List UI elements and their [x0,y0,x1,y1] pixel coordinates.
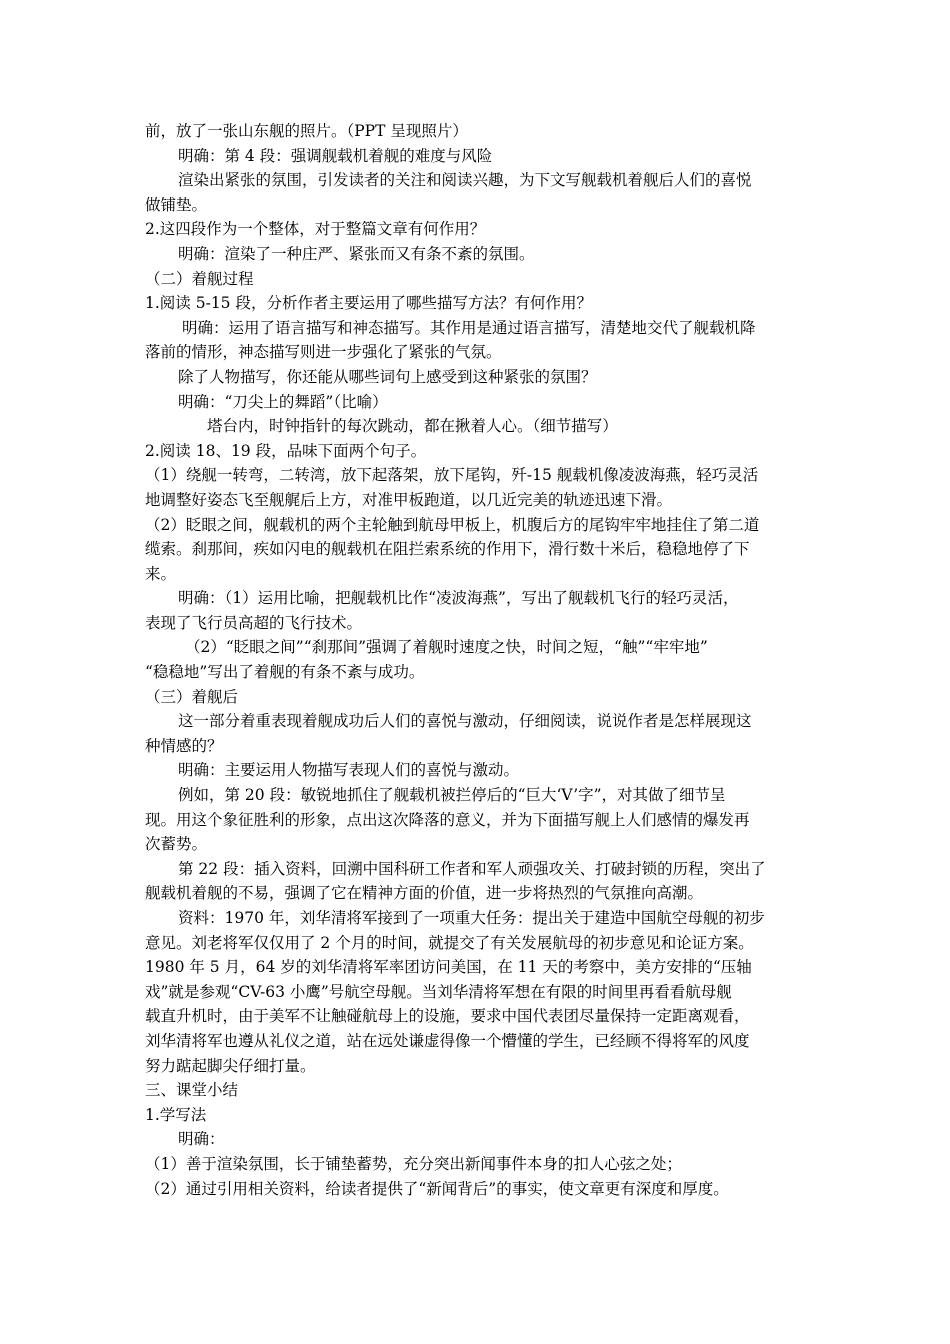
text-line: 渲染出紧张的氛围，引发读者的关注和阅读兴趣，为下文写舰载机着舰后人们的喜悦 [178,171,752,190]
text-line: 明确：第 4 段：强调舰载机着舰的难度与风险 [178,146,493,165]
section-heading: 三、课堂小结 [145,1081,239,1100]
text-line: 明确：（1）运用比喻，把舰载机比作“凌波海燕”，写出了舰载机飞行的轻巧灵活， [178,589,739,608]
text-line: 戏”就是参观“CV-63 小鹰”号航空母舰。当刘华清将军想在有限的时间里再看看航母舰 [145,982,732,1001]
text-line: （1）善于渲染氛围，长于铺垫蓄势，充分突出新闻事件本身的扣人心弦之处； [145,1154,682,1173]
text-line: 现。用这个象征胜利的形象，点出这次降落的意义，并为下面描写舰上人们感情的爆发再 [145,810,750,829]
text-line: 地调整好姿态飞至舰艉后上方，对准甲板跑道，以几近完美的轨迹迅速下滑。 [145,490,673,509]
text-line: 明确：“刀尖上的舞蹈”（比喻） [178,392,388,411]
text-line: 次蓄势。 [145,835,208,854]
text-line: （2）通过引用相关资料，给读者提供了“新闻背后”的事实，使文章更有深度和厚度。 [145,1179,729,1198]
text-line: 第 22 段：插入资料，回溯中国科研工作者和军人顽强攻关、打破封锁的历程，突出了 [178,859,766,878]
text-line: 努力踮起脚尖仔细打量。 [145,1056,316,1075]
text-line: 明确：主要运用人物描写表现人们的喜悦与激动。 [178,761,520,780]
text-line: 例如，第 20 段：敏锐地抓住了舰载机被拦停后的“巨大‘V’字”，对其做了细节呈 [178,786,726,805]
text-line: （2）眨眼之间，舰载机的两个主轮触到航母甲板上，机腹后方的尾钩牢牢地挂住了第二道 [145,515,760,534]
text-line: 表现了飞行员高超的飞行技术。 [145,613,363,632]
text-line: 除了人物描写，你还能从哪些词句上感受到这种紧张的氛围？ [178,367,597,386]
section-heading: （三）着舰后 [145,687,239,706]
text-line: （1）绕舰一转弯，二转湾，放下起落架，放下尾钩，歼-15 舰载机像凌波海燕，轻巧灵活 [145,466,759,485]
text-line: 刘华清将军也遵从礼仪之道，站在远处谦虚得像一个懵懂的学生，已经顾不得将军的风度 [145,1031,750,1050]
text-line: 舰载机着舰的不易，强调了它在精神方面的价值，进一步将热烈的气氛推向高潮。 [145,884,704,903]
text-line: 塔台内，时钟指针的每次跳动，都在揪着人心。（细节描写） [207,417,618,436]
text-line: （2）“眨眼之间”“刹那间”强调了着舰时速度之快，时间之短，“触”“牢牢地” [185,638,708,657]
text-line: 意见。刘老将军仅仅用了 2 个月的时间，就提交了有关发展航母的初步意见和论证方案。 [145,933,754,952]
text-line: 前，放了一张山东舰的照片。（PPT 呈现照片） [145,122,468,140]
text-line: 落前的情形，神态描写则进一步强化了紧张的气氛。 [145,343,502,362]
text-line: 缆索。刹那间，疾如闪电的舰载机在阻拦索系统的作用下，滑行数十米后，稳稳地停了下 [145,540,750,559]
text-line: “稳稳地”写出了着舰的有条不紊与成功。 [145,663,425,682]
text-line: 做铺垫。 [145,195,208,214]
text-line: 明确：渲染了一种庄严、紧张而又有条不紊的氛围。 [178,244,535,263]
text-line: 资料：1970 年，刘华清将军接到了一项重大任务：提出关于建造中国航空母舰的初步 [178,909,765,927]
question-heading: 2.这四段作为一个整体，对于整篇文章有何作用？ [145,220,486,239]
text-line: 这一部分着重表现着舰成功后人们的喜悦与激动，仔细阅读，说说作者是怎样展现这 [178,712,752,731]
question-heading: 2.阅读 18、19 段，品味下面两个句子。 [145,441,427,460]
question-heading: 1.学写法 [145,1105,207,1124]
section-heading: （二）着舰过程 [145,269,254,288]
text-line: 载直升机时，由于美军不让触碰航母上的设施，要求中国代表团尽量保持一定距离观看， [145,1007,750,1026]
text-line: 明确： [178,1130,225,1149]
text-line: 种情感的？ [145,736,223,755]
text-line: 1980 年 5 月，64 岁的刘华清将军率团访问美国，在 11 天的考察中，美方安排的“压轴 [145,958,752,977]
text-line: 来。 [145,564,177,583]
question-heading: 1.阅读 5-15 段，分析作者主要运用了哪些描写方法？有何作用？ [145,294,592,313]
text-line: 明确：运用了语言描写和神态描写。其作用是通过语言描写，清楚地交代了舰载机降 [182,318,756,337]
